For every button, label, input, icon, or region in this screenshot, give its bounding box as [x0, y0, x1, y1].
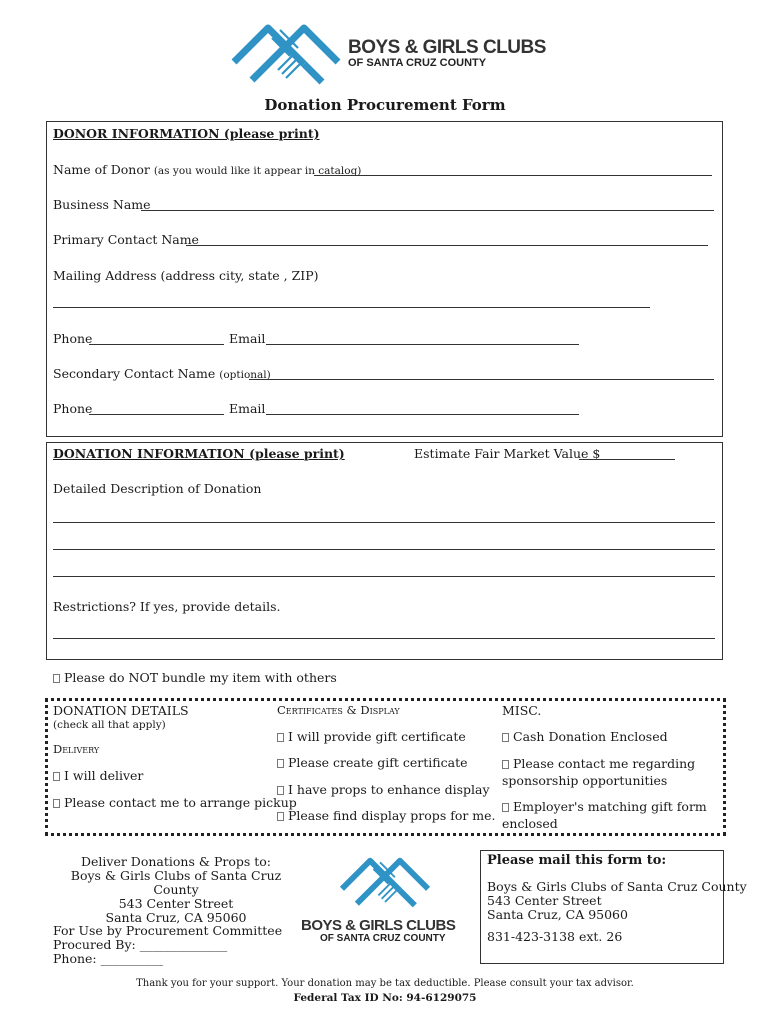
description-line-3[interactable] — [53, 576, 715, 577]
description-line-1[interactable] — [53, 522, 715, 523]
checkbox[interactable] — [502, 733, 509, 742]
mail-line: 543 Center Street — [487, 893, 602, 908]
committee-block — [53, 924, 282, 966]
bundle-option[interactable]: Please do NOT bundle my item with others — [53, 670, 337, 685]
delivery-option-pickup[interactable]: Please contact me to arrange pickup — [53, 795, 297, 810]
committee-phone: Phone: __________ — [53, 951, 164, 966]
mailing-address-field[interactable] — [53, 307, 650, 308]
primary-contact-field[interactable] — [186, 245, 708, 246]
checkbox[interactable] — [277, 786, 284, 795]
fmv-label: Estimate Fair Market Value $ — [414, 446, 601, 461]
checkbox[interactable] — [502, 760, 509, 769]
mailing-address-label: Mailing Address (address city, state , ZIP) — [53, 268, 319, 283]
misc-option-matching-gift-line2: enclosed — [502, 816, 558, 831]
org-subtitle-footer: OF SANTA CRUZ COUNTY — [320, 933, 446, 944]
email2-field[interactable] — [266, 414, 579, 415]
checkbox[interactable] — [277, 759, 284, 768]
secondary-contact-field[interactable] — [249, 379, 714, 380]
cert-option-provide[interactable]: I will provide gift certificate — [277, 729, 466, 744]
thank-you-note: Thank you for your support. Your donation may be tax deductible. Please consult your tax advisor. — [136, 978, 634, 989]
bgc-logo-icon — [228, 18, 344, 92]
phone-field[interactable] — [89, 344, 224, 345]
tax-id: Federal Tax ID No: 94-6129075 — [293, 992, 477, 1004]
deliver-to-block — [48, 855, 304, 925]
phone2-label: Phone — [53, 401, 93, 416]
description-line-2[interactable] — [53, 549, 715, 550]
primary-contact-label: Primary Contact Name — [53, 232, 199, 247]
misc-option-matching-gift[interactable]: Employer's matching gift form — [502, 799, 707, 814]
misc-title: MISC. — [502, 703, 542, 718]
email-field[interactable] — [266, 344, 579, 345]
bundle-checkbox[interactable] — [53, 674, 60, 683]
checkbox[interactable] — [502, 803, 509, 812]
restrictions-label: Restrictions? If yes, provide details. — [53, 599, 281, 614]
email-label: Email — [229, 331, 266, 346]
display-option-have-props[interactable]: I have props to enhance display — [277, 782, 490, 797]
form-title: Donation Procurement Form — [264, 96, 506, 114]
misc-option-sponsorship[interactable]: Please contact me regarding — [502, 756, 695, 771]
phone-label: Phone — [53, 331, 93, 346]
mail-line: Boys & Girls Clubs of Santa Cruz County — [487, 879, 747, 894]
donation-section-title: DONATION INFORMATION (please print) — [53, 446, 345, 461]
fmv-field[interactable] — [579, 459, 675, 460]
display-option-find-props[interactable]: Please find display props for me. — [277, 808, 496, 823]
donor-section-title: DONOR INFORMATION (please print) — [53, 126, 320, 141]
secondary-contact-label: Secondary Contact Name (optional) — [53, 366, 271, 381]
org-name-footer: BOYS & GIRLS CLUBS — [301, 917, 456, 934]
checkbox[interactable] — [53, 799, 60, 808]
mail-line: Santa Cruz, CA 95060 — [487, 907, 628, 922]
bgc-logo-footer-icon — [337, 850, 433, 916]
committee-title: For Use by Procurement Committee — [53, 923, 283, 938]
deliver-line: Santa Cruz, CA 95060 — [105, 910, 247, 925]
business-name-label: Business Name — [53, 197, 151, 212]
description-label: Detailed Description of Donation — [53, 481, 262, 496]
checkbox[interactable] — [277, 733, 284, 742]
checkbox[interactable] — [277, 812, 284, 821]
mail-phone: 831-423-3138 ext. 26 — [487, 929, 623, 944]
delivery-option-deliver[interactable]: I will deliver — [53, 768, 143, 783]
details-hint: (check all that apply) — [53, 719, 166, 731]
deliver-line: Boys & Girls Clubs of Santa Cruz County — [70, 868, 282, 897]
cert-option-create[interactable]: Please create gift certificate — [277, 755, 468, 770]
mail-title: Please mail this form to: — [487, 853, 667, 868]
org-name: BOYS & GIRLS CLUBS — [348, 37, 546, 58]
delivery-title: Delivery — [53, 742, 100, 756]
procured-by: Procured By: ______________ — [53, 937, 228, 952]
email2-label: Email — [229, 401, 266, 416]
misc-option-cash[interactable]: Cash Donation Enclosed — [502, 729, 668, 744]
phone2-field[interactable] — [89, 414, 224, 415]
deliver-line: 543 Center Street — [118, 896, 234, 911]
donation-info-section — [46, 442, 723, 660]
restrictions-field[interactable] — [53, 638, 715, 639]
donor-name-label: Name of Donor (as you would like it appear in catalog) — [53, 162, 362, 177]
details-title: DONATION DETAILS — [53, 703, 189, 718]
deliver-line: Deliver Donations & Props to: — [80, 854, 272, 869]
certificates-title: Certificates & Display — [277, 703, 400, 717]
misc-option-sponsorship-line2: sponsorship opportunities — [502, 773, 668, 788]
mail-to-block — [487, 854, 747, 944]
donor-name-field[interactable] — [314, 175, 712, 176]
org-subtitle: OF SANTA CRUZ COUNTY — [348, 57, 487, 69]
business-name-field[interactable] — [141, 210, 714, 211]
checkbox[interactable] — [53, 772, 60, 781]
